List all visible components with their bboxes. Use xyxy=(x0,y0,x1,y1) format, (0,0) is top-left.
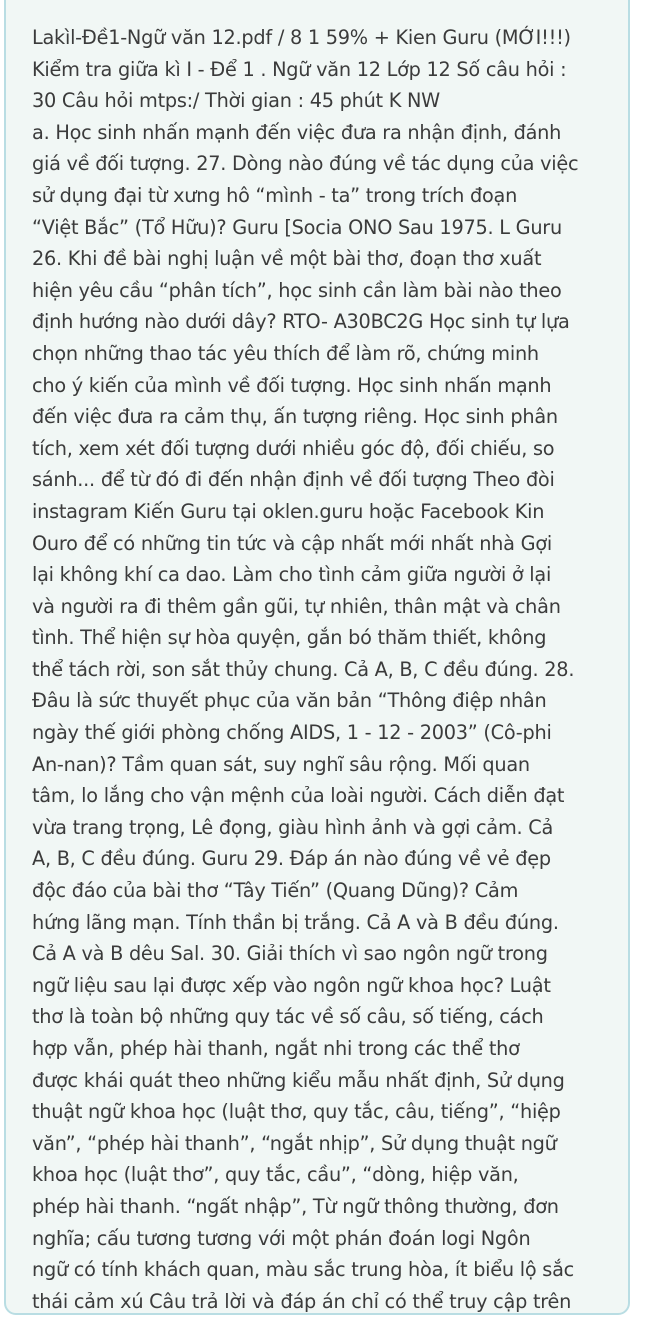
text-line: instagram Kiến Guru tại oklen.guru hoặc Facebook Kin xyxy=(32,499,545,523)
text-line: độc đáo của bài thơ “Tây Tiến” (Quang Dũng)? Cảm xyxy=(32,879,519,903)
text-line: ngày thế giới phòng chống AIDS, 1 - 12 - 2003” (Cô-phi xyxy=(32,721,552,745)
text-line: A, B, C đều đúng. Guru 29. Đáp án nào đúng về vẻ đẹp xyxy=(32,847,551,871)
text-line: sử dụng đại từ xưng hô “mình - ta” trong trích đoạn xyxy=(32,183,518,207)
text-line: vừa trang trọng, Lê đọng, giàu hình ảnh và gợi cảm. Cả xyxy=(32,815,554,839)
text-line: Kiểm tra giữa kì I - Để 1 . Ngữ văn 12 Lớp 12 Số câu hỏi : xyxy=(32,57,567,81)
text-line: 26. Khi đề bài nghị luận về một bài thơ, đoạn thơ xuất xyxy=(32,247,542,271)
text-line: văn”, “phép hài thanh”, “ngắt nhịp”, Sử dụng thuật ngữ xyxy=(32,1131,557,1155)
document-text xyxy=(32,22,622,1317)
text-line: Cả A và B dêu Sal. 30. Giải thích vì sao ngôn ngữ trong xyxy=(32,942,548,966)
text-line: cho ý kiến của mình về đối tượng. Học sinh nhấn mạnh xyxy=(32,373,552,397)
text-line: Ouro để có những tin tức và cập nhất mới nhất nhà Gợi xyxy=(32,531,552,555)
text-line: sánh... để từ đó đi đến nhận định về đối tượng Theo đòi xyxy=(32,468,555,492)
text-line: khoa học (luật thơ”, quy tắc, cầu”, “dòng, hiệp văn, xyxy=(32,1163,519,1187)
text-line: định hướng nào dưới dây? RTO- A30BC2G Học sinh tự lựa xyxy=(32,310,570,334)
text-line: ngữ có tính khách quan, màu sắc trung hòa, ít biểu lộ sắc xyxy=(32,1258,574,1282)
text-line: giá về đối tượng. 27. Dòng nào đúng về tác dụng của việc xyxy=(32,152,579,176)
text-line: tích, xem xét đối tượng dưới nhiều góc độ, đối chiếu, so xyxy=(32,436,555,460)
text-line: chọn những thao tác yêu thích để làm rõ, chứng minh xyxy=(32,341,539,365)
text-line: nghĩa; cấu tương tương với một phán đoán logi Ngôn xyxy=(32,1226,531,1250)
text-line: phép hài thanh. “ngất nhập”, Từ ngữ thông thường, đơn xyxy=(32,1194,559,1218)
text-line: An-nan)? Tầm quan sát, suy nghĩ sâu rộng. Mối quan xyxy=(32,752,530,776)
text-line: lại không khí ca dao. Làm cho tình cảm giữa người ở lại xyxy=(32,563,552,587)
text-line: thái cảm xú Câu trả lời và đáp án chỉ có thể truy cập trên xyxy=(32,1289,572,1313)
text-line: được khái quát theo những kiểu mẫu nhất định, Sử dụng xyxy=(32,1068,565,1092)
text-line: thuật ngữ khoa học (luật thơ, quy tắc, câu, tiếng”, “hiệp xyxy=(32,1100,561,1124)
text-line: ngữ liệu sau lại được xếp vào ngôn ngữ khoa học? Luật xyxy=(32,973,551,997)
text-line: Đâu là sức thuyết phục của văn bản “Thông điệp nhân xyxy=(32,689,547,713)
text-line: thơ là toàn bộ những quy tác về số câu, số tiếng, cách xyxy=(32,1005,544,1029)
text-line: a. Học sinh nhấn mạnh đến việc đưa ra nhận định, đánh xyxy=(32,120,562,144)
text-line: hứng lãng mạn. Tính thần bị trắng. Cả A và B đều đúng. xyxy=(32,910,559,934)
text-line: và người ra đi thêm gần gũi, tự nhiên, thân mật và chân xyxy=(32,594,561,618)
text-line: đến việc đưa ra cảm thụ, ấn tượng riêng. Học sinh phân xyxy=(32,405,558,429)
text-line: Lakìl-Đề1-Ngữ văn 12.pdf / 8 1 59% + Kien Guru (MỚI!!!) xyxy=(32,26,571,49)
text-line: tình. Thể hiện sự hòa quyện, gắn bó thăm thiết, không xyxy=(32,626,547,650)
text-line: hợp vẫn, phép hài thanh, ngắt nhi trong các thể thơ xyxy=(32,1037,520,1060)
text-line: thể tách rời, son sắt thủy chung. Cả A, B, C đều đúng. 28. xyxy=(32,657,575,681)
text-line: “Việt Bắc” (Tổ Hữu)? Guru [Socia ONO Sau 1975. L Guru xyxy=(32,215,562,239)
text-line: 30 Câu hỏi mtps:/ Thời gian : 45 phút K NW xyxy=(32,89,441,113)
text-line: tâm, lo lắng cho vận mệnh của loài người. Cách diễn đạt xyxy=(32,784,565,808)
text-line: hiện yêu cầu “phân tích”, học sinh cần làm bài nào theo xyxy=(32,278,562,302)
